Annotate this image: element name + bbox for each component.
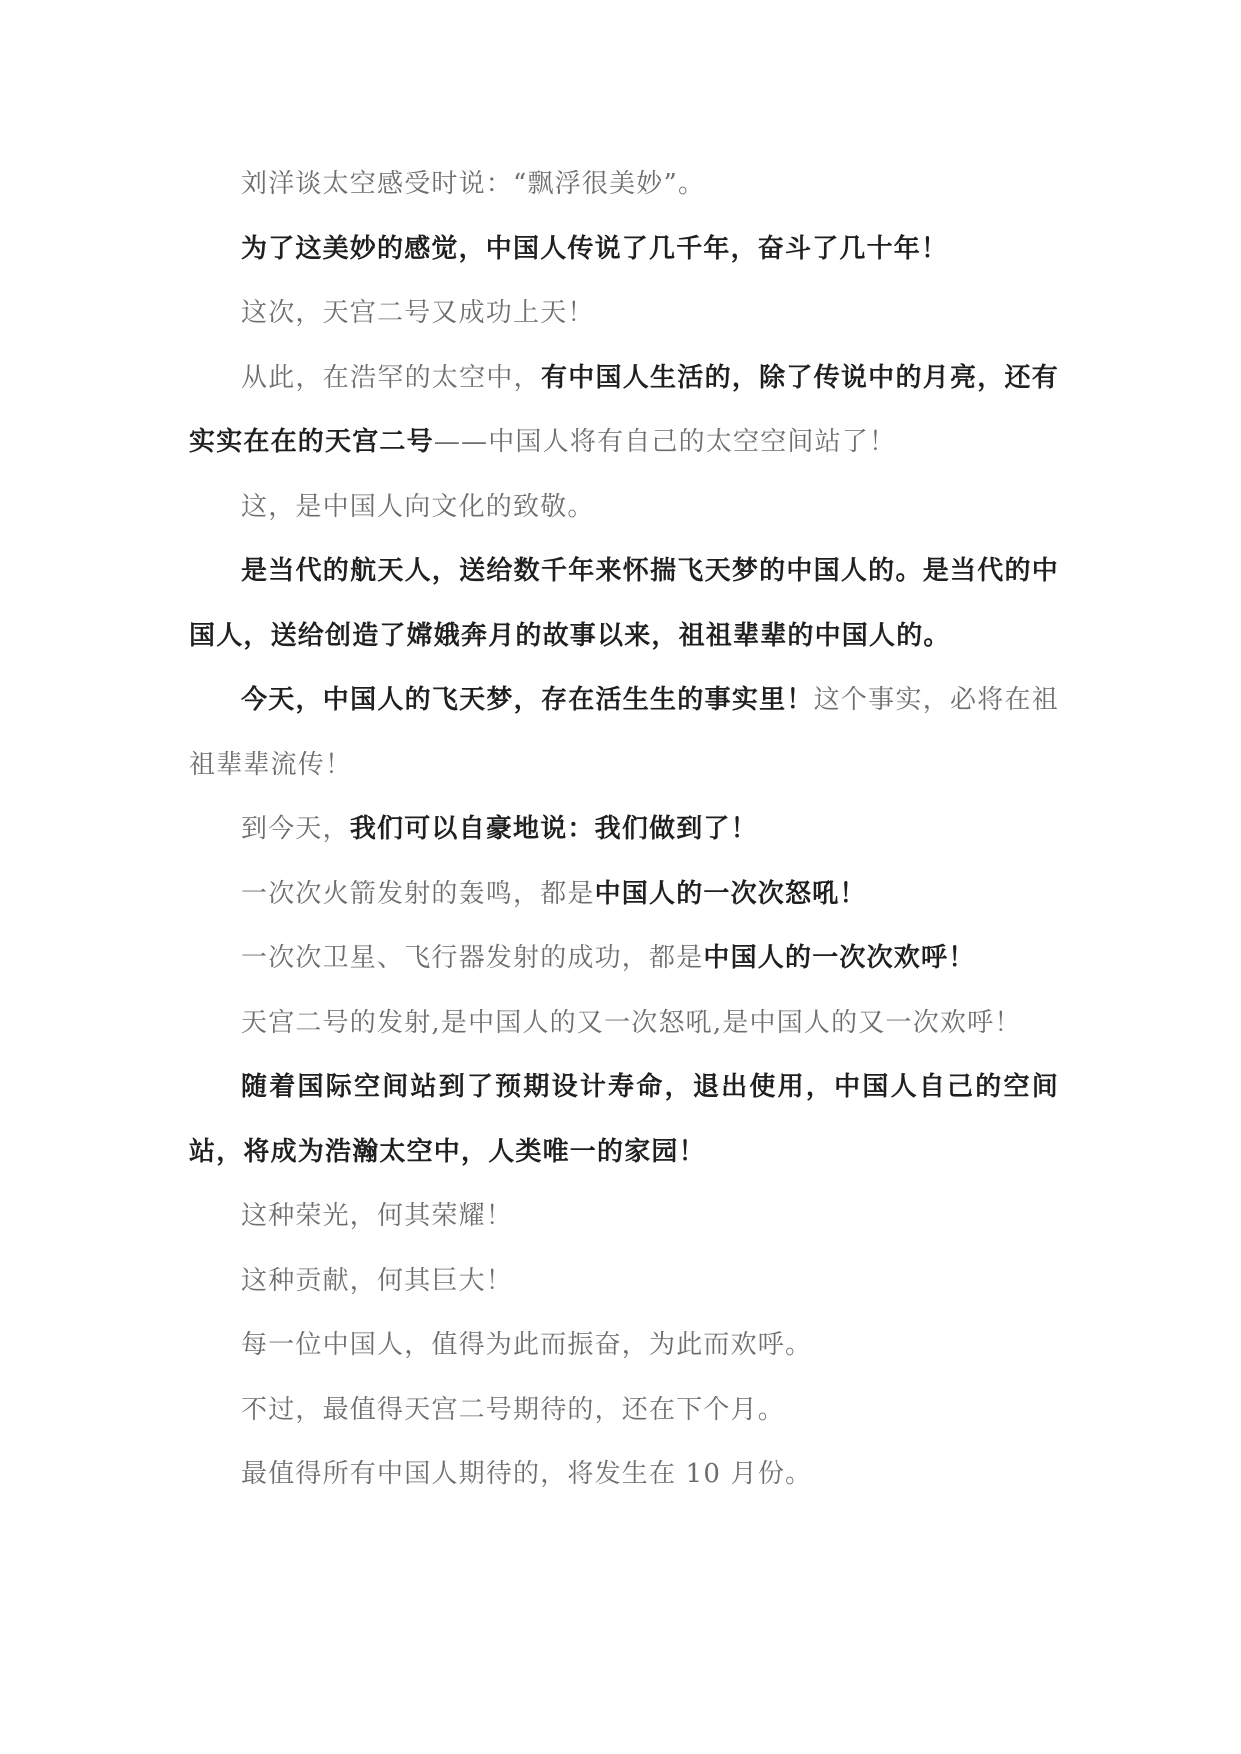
paragraph — [189, 668, 1059, 797]
paragraph — [189, 475, 1059, 540]
paragraph-text: 这个事实，必将在祖祖辈辈流传！ — [189, 685, 1059, 780]
paragraph-text: 这次，天宫二号又成功上天！ — [241, 298, 595, 328]
paragraph-text-bold: 有中国人生活的，除了传说中的月亮，还有实实在在的天宫二号 — [189, 362, 1059, 457]
paragraph — [189, 346, 1059, 475]
paragraph-text-bold: 中国人的一次次怒吼！ — [594, 878, 867, 909]
paragraph — [189, 926, 1059, 991]
paragraph — [189, 281, 1059, 346]
document-body — [189, 152, 1059, 1507]
paragraph — [189, 1055, 1059, 1184]
paragraph — [189, 1313, 1059, 1378]
paragraph-text: 一次次火箭发射的轰鸣，都是 — [241, 878, 595, 909]
paragraph — [189, 797, 1059, 862]
paragraph-text: 到今天， — [241, 814, 350, 844]
paragraph-text: 这，是中国人向文化的致敬。 — [241, 491, 595, 522]
paragraph-text: 从此，在浩罕的太空中， — [241, 362, 541, 393]
paragraph — [189, 1378, 1059, 1443]
paragraph-text-bold: 我们可以自豪地说：我们做到了！ — [349, 814, 758, 844]
paragraph — [189, 539, 1059, 668]
paragraph-text: 这种荣光，何其荣耀！ — [241, 1201, 514, 1231]
paragraph-text-bold: 今天，中国人的飞天梦，存在活生生的事实里！ — [241, 685, 814, 715]
paragraph-text-bold: 为了这美妙的感觉，中国人传说了几千年，奋斗了几十年！ — [241, 233, 949, 264]
paragraph-text: 天宫二号的发射,是中国人的又一次怒吼,是中国人的又一次欢呼！ — [241, 1007, 1022, 1038]
paragraph-text: 一次次卫星、飞行器发射的成功，都是 — [241, 943, 704, 973]
paragraph-text: 这种贡献，何其巨大！ — [241, 1265, 514, 1296]
paragraph-text: ——中国人将有自己的太空空间站了！ — [433, 427, 897, 457]
paragraph — [189, 862, 1059, 927]
paragraph — [189, 152, 1059, 217]
paragraph — [189, 217, 1059, 282]
paragraph-text: 刘洋谈太空感受时说：“飘浮很美妙”。 — [241, 169, 706, 199]
paragraph — [189, 1184, 1059, 1249]
paragraph-text-bold: 随着国际空间站到了预期设计寿命，退出使用，中国人自己的空间站，将成为浩瀚太空中，人类唯一的家园！ — [189, 1072, 1059, 1167]
paragraph-text: 不过，最值得天宫二号期待的，还在下个月。 — [241, 1394, 786, 1425]
paragraph — [189, 1249, 1059, 1314]
paragraph — [189, 991, 1059, 1056]
paragraph-text-bold: 是当代的航天人，送给数千年来怀揣飞天梦的中国人的。是当代的中国人，送给创造了嫦娥奔月的故事以来，祖祖辈辈的中国人的。 — [189, 556, 1059, 651]
paragraph-text: 最值得所有中国人期待的，将发生在 10 月份。 — [241, 1459, 813, 1489]
paragraph — [189, 1442, 1059, 1507]
paragraph-text-bold: 中国人的一次次欢呼！ — [703, 943, 976, 973]
paragraph-text: 每一位中国人，值得为此而振奋，为此而欢呼。 — [241, 1330, 813, 1360]
